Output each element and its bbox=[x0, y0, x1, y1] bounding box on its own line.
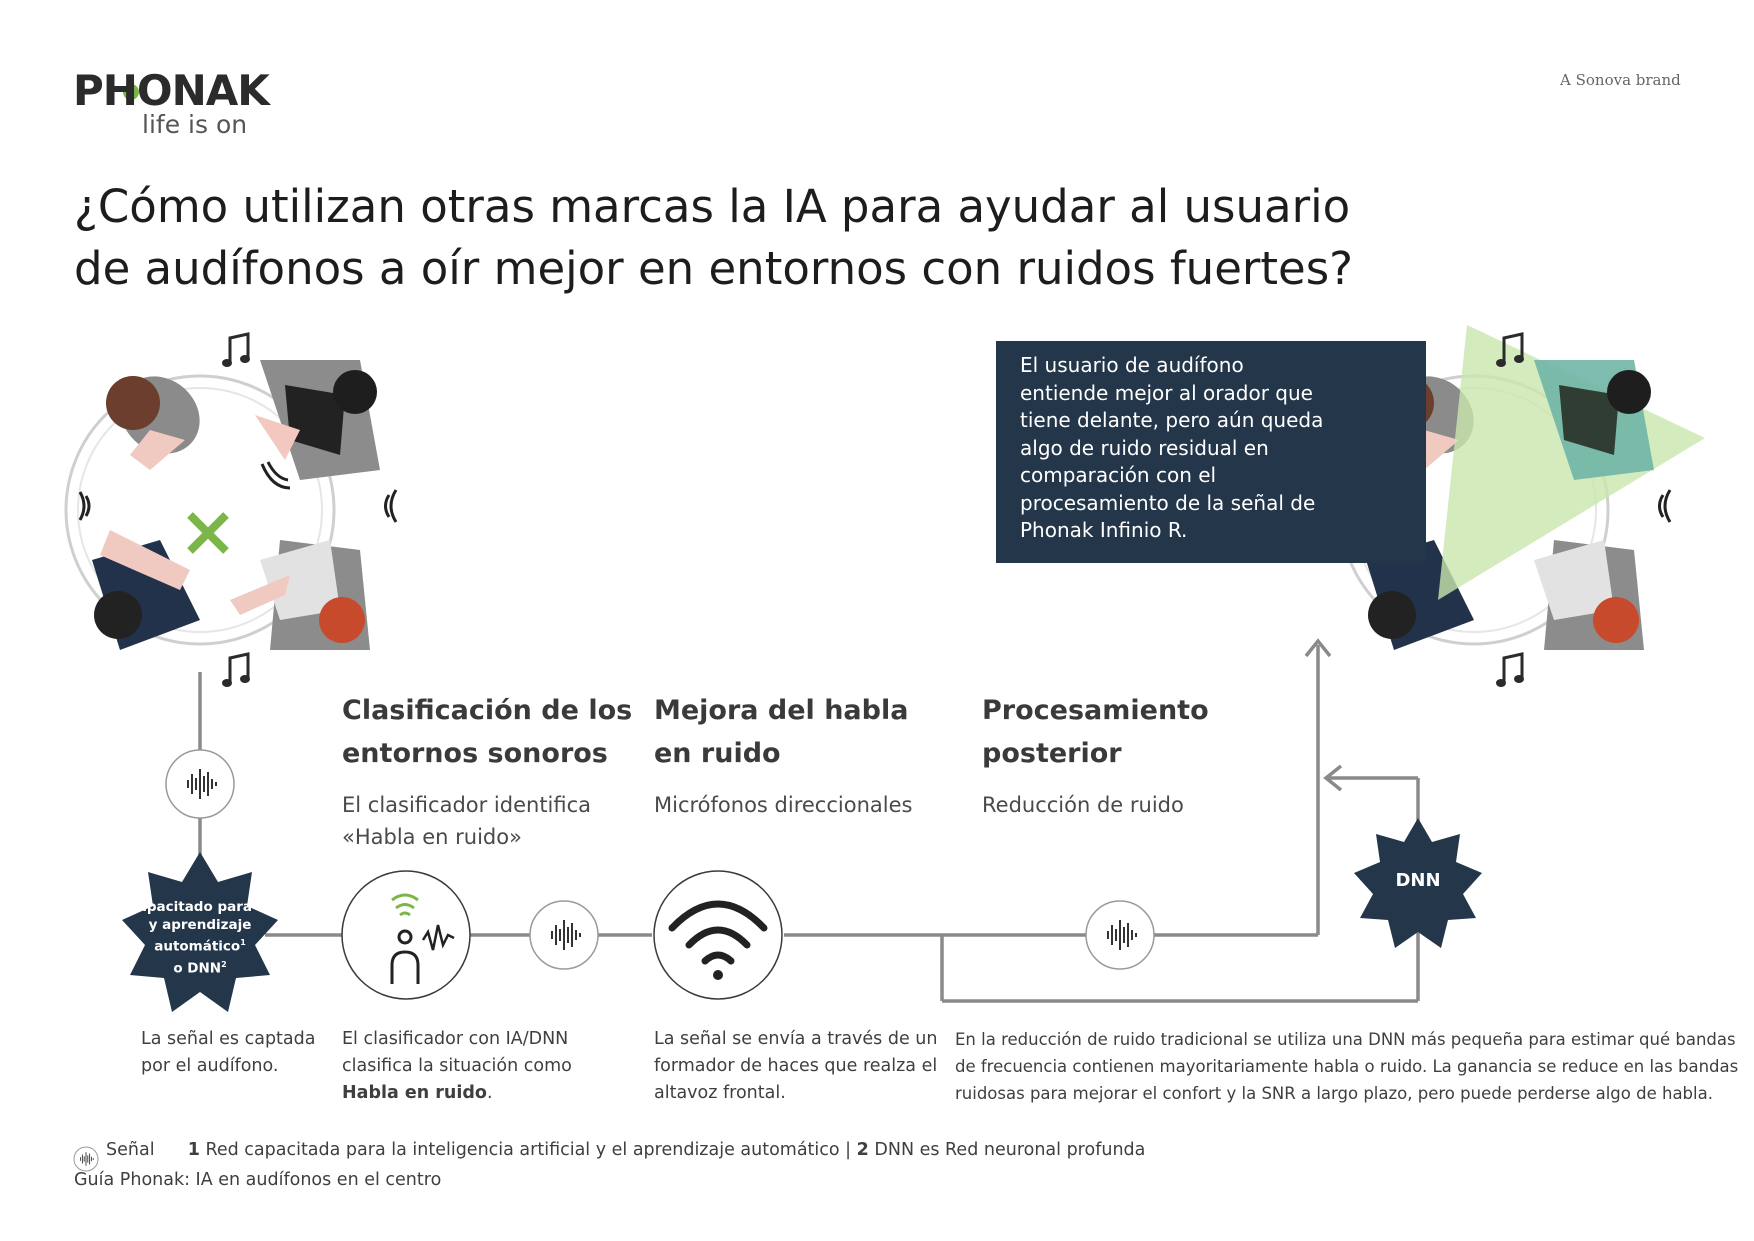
person-bottom-right bbox=[1534, 540, 1644, 650]
noise-reduction-description: En la reducción de ruido tradicional se utiliza una DNN más pequeña para estimar qué bandas de frecuencia contienen mayoritariamente habla o ruido. La ganancia se reduce en las bandas ruidosas para mejorar el confort y la SNR a largo plazo, pero puede perderse algo de habla. bbox=[955, 1030, 1739, 1103]
sound-emission-icon bbox=[1665, 490, 1670, 522]
stage-classification-title: Clasificación de los entornos sonoros bbox=[342, 695, 633, 769]
page-title: ¿Cómo utilizan otras marcas la IA para ayudar al usuario de audífonos a oír mejor en entornos con ruidos fuertes? bbox=[74, 180, 1354, 295]
guide-reference: Guía Phonak: IA en audífonos en el centro bbox=[74, 1170, 442, 1190]
music-note-icon bbox=[222, 654, 250, 687]
person-bottom-left bbox=[92, 530, 200, 650]
capture-description: La señal es captada por el audífono. bbox=[141, 1029, 316, 1076]
sound-emission-icon bbox=[80, 492, 84, 520]
sound-emission-icon bbox=[262, 464, 290, 488]
sonova-brand: A Sonova brand bbox=[1560, 71, 1681, 89]
dnn-badge-label: DNN bbox=[1395, 870, 1441, 891]
classifier-description: El clasificador con IA/DNN clasifica la situación como Habla en ruido. bbox=[342, 1029, 572, 1103]
sound-wave-icon bbox=[74, 1147, 98, 1171]
music-note-icon bbox=[222, 334, 250, 367]
music-note-icon bbox=[1496, 654, 1524, 687]
sound-wave-icon bbox=[530, 901, 598, 969]
beamformer-description: La señal se envía a través de un formador de haces que realza el altavoz frontal. bbox=[654, 1029, 938, 1103]
callout-text: El usuario de audífono entiende mejor al orador que tiene delante, pero aún queda algo de ruido residual en comparación con el procesamiento de la señal de Phonak Infinio R. bbox=[1020, 353, 1324, 542]
signal-legend-label: Señal bbox=[106, 1140, 155, 1160]
sound-emission-icon bbox=[391, 490, 396, 522]
stage-postprocessing-title: Procesamiento posterior bbox=[982, 695, 1209, 769]
logo-tagline: life is on bbox=[142, 110, 248, 139]
speaker-person-icon bbox=[342, 871, 470, 999]
stage-postprocessing-subtitle: Reducción de ruido bbox=[982, 793, 1184, 817]
ai-badge-label: Capacitado para IA y aprendizaje automático$^1$ o DNN$^2$ bbox=[127, 899, 273, 976]
sound-wave-icon bbox=[166, 750, 234, 818]
stage-classification-subtitle: El clasificador identifica «Habla en ruido» bbox=[342, 793, 592, 849]
left-table-scene bbox=[66, 334, 396, 687]
directional-mic-icon bbox=[654, 871, 782, 999]
stage-enhancement-subtitle: Micrófonos direccionales bbox=[654, 793, 913, 817]
sound-wave-icon bbox=[1086, 901, 1154, 969]
cross-icon bbox=[190, 515, 226, 551]
phonak-logo: PHONAK bbox=[73, 66, 269, 115]
stage-enhancement-title: Mejora del habla en ruido bbox=[654, 695, 909, 769]
person-top-right bbox=[255, 360, 380, 480]
footnotes: Señal 1 Red capacitada para la inteligencia artificial y el aprendizaje automático | 2 DNN es Red neuronal profunda bbox=[106, 1140, 1146, 1160]
